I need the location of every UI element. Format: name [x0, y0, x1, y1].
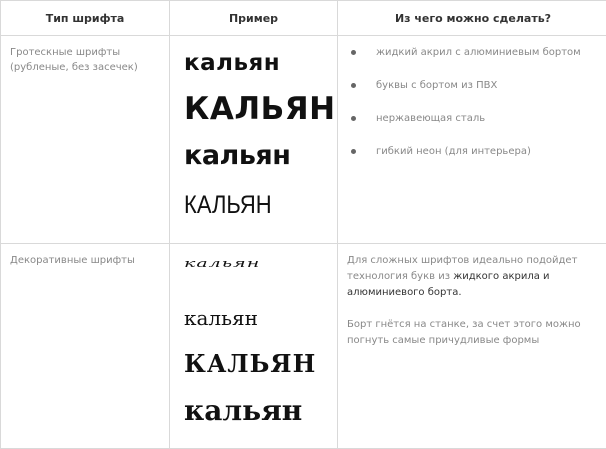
type-cell [1, 244, 170, 449]
bullet-icon [351, 149, 356, 154]
table-row-decorative [1, 244, 606, 449]
list-item [338, 78, 606, 94]
bullet-icon [351, 83, 356, 88]
note-highlight: жидкого акрила и алюминиевого борта [347, 271, 550, 298]
list-item [338, 144, 606, 160]
material-text: буквы с бортом из ПВХ [376, 80, 498, 91]
font-sample: кальян [184, 306, 258, 330]
bullet-icon [351, 50, 356, 55]
example-cell [170, 244, 338, 449]
materials-cell [338, 244, 606, 449]
note-paragraph [347, 253, 596, 301]
type-label: Гротескные шрифты (рубленые, без засечек) [10, 47, 138, 73]
note-text: . [458, 287, 462, 298]
samples-group [170, 36, 337, 243]
font-sample: КАЛЬЯН [184, 191, 272, 219]
header-example: Пример [170, 1, 338, 36]
type-cell [1, 36, 170, 244]
samples-group [170, 244, 337, 448]
font-sample: кальян [184, 256, 261, 270]
font-sample: кальян [184, 50, 281, 76]
material-text: нержавеющая сталь [376, 113, 486, 124]
font-sample: КАЛЬЯН [184, 91, 336, 127]
list-item [338, 45, 606, 61]
materials-cell [338, 36, 606, 244]
header-materials: Из чего можно сделать? [338, 1, 606, 36]
material-text: гибкий неон (для интерьера) [376, 146, 531, 157]
materials-note [338, 244, 606, 349]
list-item [338, 111, 606, 127]
material-text: жидкий акрил с алюминиевым бортом [376, 47, 581, 58]
note-paragraph: Борт гнётся на станке, за счет этого можно погнуть самые причудливые формы [347, 319, 581, 346]
example-cell [170, 36, 338, 244]
note-text: Для сложных шрифтов идеально подойдет технология букв из [347, 255, 578, 282]
bullet-icon [351, 116, 356, 121]
font-sample: кальян [184, 140, 291, 171]
materials-list [338, 36, 606, 160]
font-sample: КАЛЬЯН [184, 349, 317, 378]
table-row-grotesque [1, 36, 606, 244]
header-type: Тип шрифта [1, 1, 170, 36]
table-header-row [1, 1, 606, 36]
font-sample: кальян [184, 394, 303, 427]
type-label: Декоративные шрифты [10, 255, 135, 266]
